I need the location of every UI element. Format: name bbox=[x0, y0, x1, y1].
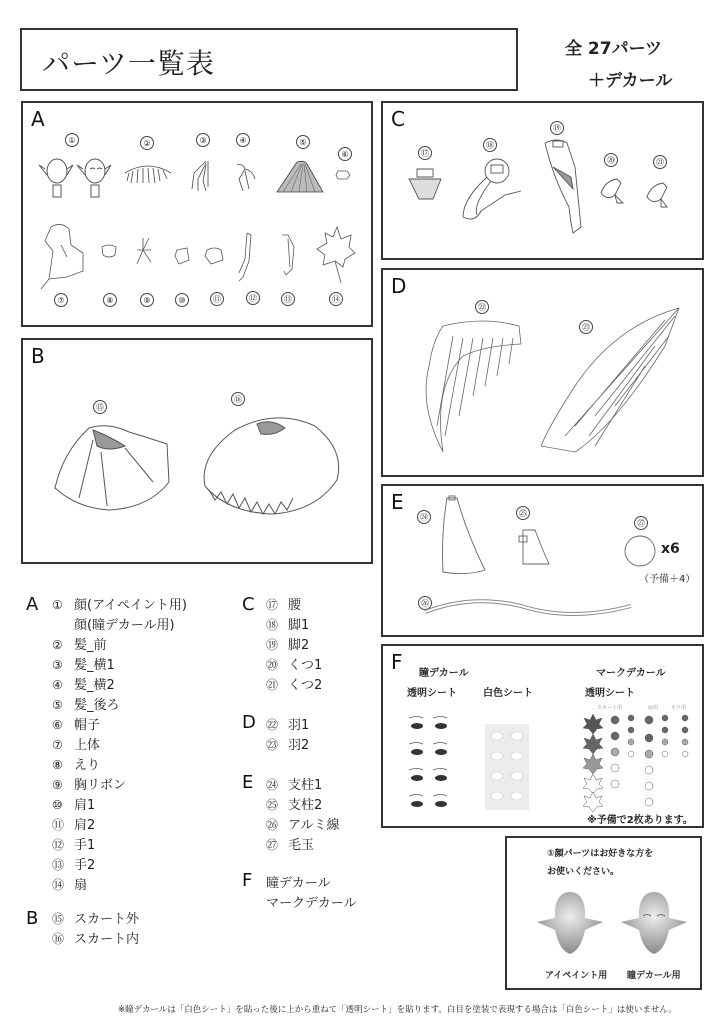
eye-decal-title: 瞳デカール bbox=[419, 668, 469, 679]
section-f-letter: F bbox=[391, 650, 403, 674]
page-title: パーツ一覧表 bbox=[42, 47, 215, 80]
legend-item: ⑮ スカート外 bbox=[52, 912, 140, 927]
hat-icon bbox=[335, 169, 351, 181]
outer-skirt-icon bbox=[49, 422, 175, 514]
chest-ribbon-icon bbox=[133, 236, 155, 268]
part-number: ⑮ bbox=[93, 400, 107, 414]
part-number: ㉔ bbox=[417, 510, 431, 524]
section-a-panel bbox=[21, 101, 373, 327]
legend-item: ㉖ アルミ線 bbox=[266, 818, 340, 833]
section-a-letter: A bbox=[31, 107, 45, 131]
section-f-panel bbox=[381, 644, 704, 828]
support2-icon bbox=[517, 526, 553, 568]
leaf-mark-decals-icon bbox=[583, 712, 703, 812]
legend-item: ⑪ 肩2 bbox=[52, 818, 96, 833]
legend-item: ㉕ 支柱2 bbox=[266, 798, 323, 813]
legend-item: ⑯ スカート内 bbox=[52, 932, 140, 947]
section-e-panel bbox=[381, 484, 704, 637]
legend-item: ⑱ 脚1 bbox=[266, 618, 310, 633]
face-label-eye-decal: 瞳デカール用 bbox=[627, 971, 681, 981]
part-number: ㉗ bbox=[634, 516, 648, 530]
legend-letter-d: D bbox=[242, 712, 256, 733]
mark-label-fan: 扇用 bbox=[648, 705, 659, 711]
title-box bbox=[20, 28, 518, 91]
part-number: ⑨ bbox=[140, 293, 154, 307]
legend-item: ⑨ 胸リボン bbox=[52, 778, 127, 793]
legend-item: ⑲ 脚2 bbox=[266, 638, 310, 653]
footer-note: ※瞳デカールは「白色シート」を貼った後に上から重ねて「透明シート」を貼ります。白目を塗装で表現する場合は「白色シート」は使いません。 bbox=[118, 1005, 677, 1015]
eye-decals-white-icon bbox=[485, 724, 529, 810]
mark-decal-title: マークデカール bbox=[596, 668, 666, 679]
shoulder2-icon bbox=[203, 246, 225, 266]
section-b-letter: B bbox=[31, 344, 45, 368]
pompom-icon bbox=[623, 534, 657, 568]
leg1-icon bbox=[455, 155, 527, 225]
legend-item: ⑫ 手1 bbox=[52, 838, 96, 853]
legend-letter-f: F bbox=[242, 870, 253, 891]
section-e-letter: E bbox=[391, 490, 404, 514]
aluminum-wire-icon bbox=[421, 592, 635, 622]
legend-item: ⑥ 帽子 bbox=[52, 718, 101, 733]
part-number: ㉑ bbox=[653, 155, 667, 169]
part-number: ㉕ bbox=[516, 506, 530, 520]
legend-item: ⑬ 手2 bbox=[52, 858, 96, 873]
face-note-panel bbox=[505, 836, 702, 990]
eye-decals-clear-icon bbox=[405, 716, 455, 816]
legend-item: ③ 髪_横1 bbox=[52, 658, 115, 673]
pompom-spare: （予備＋4） bbox=[639, 574, 696, 585]
hand2-icon bbox=[278, 233, 300, 281]
part-number: ⑥ bbox=[338, 147, 352, 161]
legend-item: 瞳デカール bbox=[266, 876, 331, 891]
plus-decal: ＋デカール bbox=[588, 71, 673, 91]
part-number: ① bbox=[65, 133, 79, 147]
part-number: ⑬ bbox=[281, 292, 295, 306]
part-number: ㉖ bbox=[418, 596, 432, 610]
support1-icon bbox=[437, 494, 489, 576]
total-parts: 全 27パーツ bbox=[565, 39, 662, 59]
legend-item: ⑧ えり bbox=[52, 758, 101, 773]
part-number: ② bbox=[140, 136, 154, 150]
legend-item: ㉔ 支柱1 bbox=[266, 778, 323, 793]
side-hair2-icon bbox=[233, 161, 258, 193]
legend-item: ⑩ 肩1 bbox=[52, 798, 96, 813]
face-note-line2: お使いください。 bbox=[547, 867, 620, 877]
legend-letter-a: A bbox=[26, 594, 39, 615]
shoulder1-icon bbox=[173, 246, 193, 266]
legend-item: ㉗ 毛玉 bbox=[266, 838, 315, 853]
upper-body-icon bbox=[37, 221, 87, 291]
face-parts-icon bbox=[37, 155, 117, 200]
legend-item: ⑤ 髪_後ろ bbox=[52, 698, 120, 713]
face-eye-decal-icon bbox=[619, 888, 689, 958]
section-c-letter: C bbox=[391, 107, 405, 131]
front-hair-icon bbox=[123, 161, 173, 186]
part-number: ⑱ bbox=[483, 138, 497, 152]
part-number: ⑪ bbox=[210, 292, 224, 306]
shoe1-icon bbox=[597, 173, 627, 205]
wing1-icon bbox=[423, 316, 529, 456]
part-number: ⑤ bbox=[296, 135, 310, 149]
white-sheet bbox=[485, 724, 529, 810]
part-number: ⑭ bbox=[329, 292, 343, 306]
legend-letter-b: B bbox=[26, 908, 39, 929]
legend-item: ⑰ 腰 bbox=[266, 598, 302, 613]
part-number: ⑲ bbox=[550, 121, 564, 135]
spare-note: ※予備で2枚あります。 bbox=[587, 815, 693, 826]
hand1-icon bbox=[235, 231, 257, 286]
shoe2-icon bbox=[643, 177, 673, 209]
leg2-icon bbox=[539, 137, 589, 237]
part-number: ⑯ bbox=[231, 392, 245, 406]
legend-item: ② 髪_前 bbox=[52, 638, 107, 653]
legend-item: ㉓ 羽2 bbox=[266, 738, 310, 753]
legend-item: ④ 髪_横2 bbox=[52, 678, 115, 693]
mark-label-skirt: スカート用 bbox=[597, 705, 623, 711]
legend-item: マークデカール bbox=[266, 896, 357, 911]
waist-icon bbox=[407, 165, 443, 205]
part-number: ④ bbox=[236, 133, 250, 147]
legend-letter-e: E bbox=[242, 772, 254, 793]
legend-item: ㉒ 羽1 bbox=[266, 718, 310, 733]
part-number: ⑳ bbox=[604, 153, 618, 167]
face-label-eye-paint: アイペイント用 bbox=[545, 971, 608, 981]
part-number: ⑩ bbox=[175, 293, 189, 307]
pompom-count: x6 bbox=[661, 541, 680, 557]
legend-item: ① 顔(アイペイント用) bbox=[52, 598, 187, 613]
legend-item: ⑭ 扇 bbox=[52, 878, 88, 893]
legend-item: 顔(瞳デカール用) bbox=[74, 618, 175, 633]
face-eye-paint-icon bbox=[535, 888, 605, 958]
part-number: ㉒ bbox=[475, 300, 489, 314]
part-number: ③ bbox=[196, 133, 210, 147]
back-hair-icon bbox=[275, 158, 327, 196]
white-sheet-label: 白色シート bbox=[483, 688, 533, 699]
legend-letter-c: C bbox=[242, 594, 255, 615]
side-hair1-icon bbox=[188, 159, 213, 194]
inner-skirt-icon bbox=[195, 410, 345, 520]
section-c-panel bbox=[381, 101, 704, 260]
legend-item: ⑦ 上体 bbox=[52, 738, 101, 753]
clear-sheet-label: 透明シート bbox=[407, 688, 457, 699]
section-d-panel bbox=[381, 268, 704, 477]
wing2-icon bbox=[535, 306, 683, 456]
part-number: ⑫ bbox=[246, 291, 260, 305]
section-d-letter: D bbox=[391, 274, 407, 298]
mark-clear-sheet-label: 透明シート bbox=[585, 688, 635, 699]
collar-icon bbox=[99, 243, 119, 261]
part-number: ⑦ bbox=[54, 293, 68, 307]
section-b-panel bbox=[21, 338, 373, 564]
mark-label-collar: えり用 bbox=[671, 705, 687, 711]
part-number: ㉓ bbox=[579, 320, 593, 334]
part-number: ⑰ bbox=[418, 146, 432, 160]
legend-item: ㉑ くつ2 bbox=[266, 678, 323, 693]
legend-item: ⑳ くつ1 bbox=[266, 658, 323, 673]
part-number: ⑧ bbox=[103, 293, 117, 307]
face-note-line1: ①顔パーツはお好きな方を bbox=[547, 849, 654, 859]
fan-icon bbox=[315, 225, 357, 287]
